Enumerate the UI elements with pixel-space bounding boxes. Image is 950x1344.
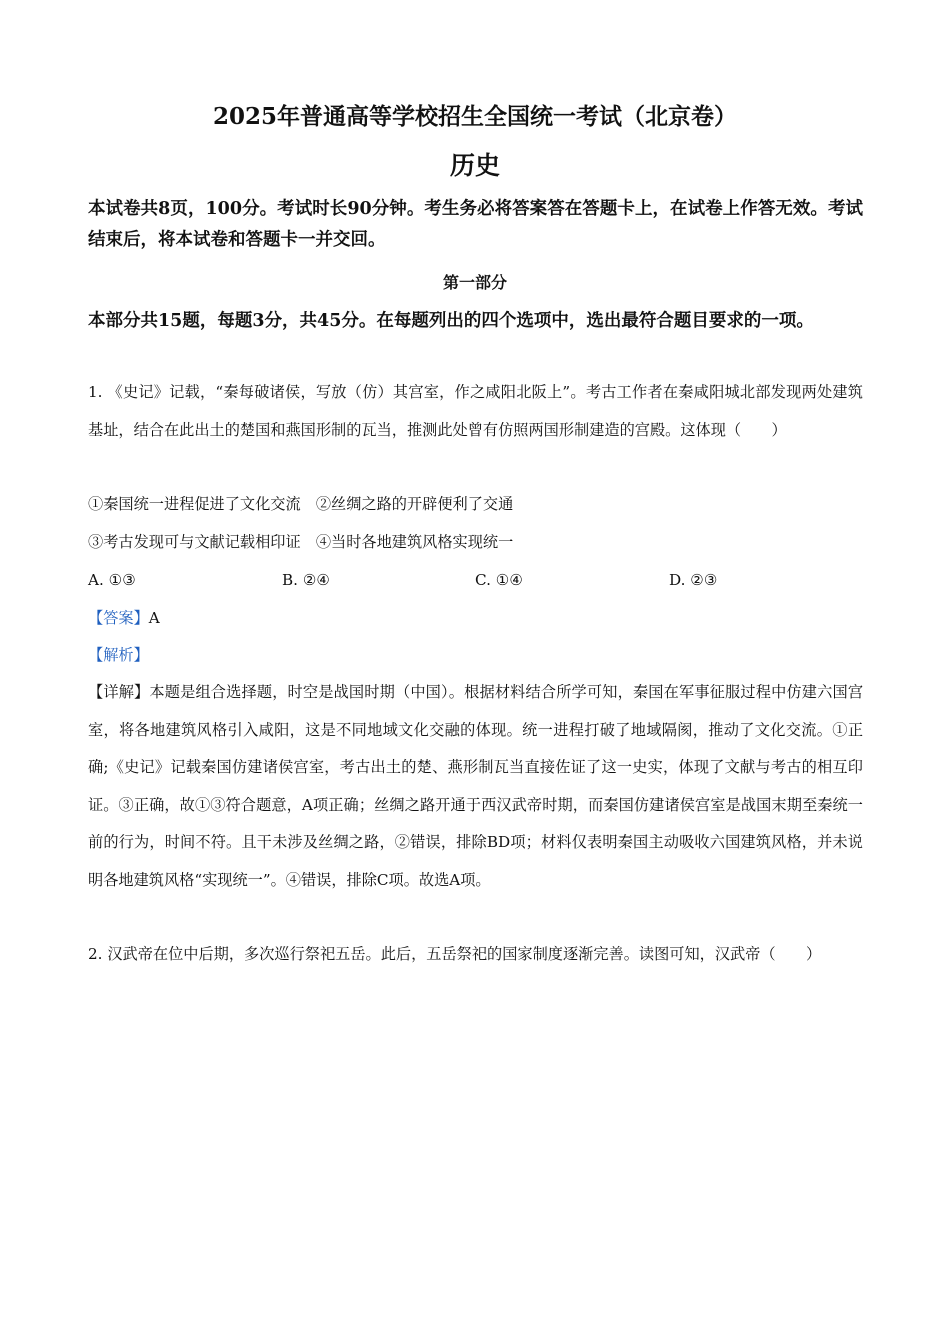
question-1-stem: 1. 《史记》记载，“秦每破诸侯，写放（仿）其宫室，作之咸阳北阪上”。考古工作者在秦咸阳城北部发现两处建筑基址，结合在此出土的楚国和燕国形制的瓦当，推测此处曾有仿照两国形制建造的宫殿。这体现（ ） <box>88 383 863 439</box>
choice-a: A. ①③ <box>88 571 136 589</box>
question-1-statements-line-1: ①秦国统一进程促进了文化交流 ②丝绸之路的开辟便利了交通 <box>88 495 514 513</box>
part-instructions: 本部分共15题，每题3分，共45分。在每题列出的四个选项中，选出最符合题目要求的一项。 <box>88 311 814 331</box>
choice-c: C. ①④ <box>475 571 523 589</box>
answer-tag: 【答案】 <box>88 609 149 627</box>
question-1-statements-line-2: ③考古发现可与文献记载相印证 ④当时各地建筑风格实现统一 <box>88 533 514 551</box>
choice-b: B. ②④ <box>282 571 331 589</box>
part-title: 第一部分 <box>442 273 507 292</box>
choice-d: D. ②③ <box>669 571 718 589</box>
question-1-explanation-heading <box>88 637 863 675</box>
exam-instructions: 本试卷共8页，100分。考试时长90分钟。考生务必将答案答在答题卡上，在试卷上作答无效。考试结束后，将本试卷和答题卡一并交回。 <box>88 199 863 250</box>
detail-tag: 【详解】 <box>88 683 150 701</box>
explanation-tag: 【解析】 <box>88 646 149 664</box>
question-2-stem: 2. 汉武帝在位中后期，多次巡行祭祀五岳。此后，五岳祭祀的国家制度逐渐完善。读图可知，汉武帝（ ） <box>88 945 822 963</box>
answer-value: A <box>148 609 160 627</box>
question-1-answer <box>88 600 863 638</box>
question-1-choices <box>88 562 863 599</box>
exam-title: 2025年普通高等学校招生全国统一考试（北京卷） <box>212 103 737 130</box>
detail-text: 本题是组合选择题，时空是战国时期（中国）。根据材料结合所学可知，秦国在军事征服过程中仿建六国宫室，将各地建筑风格引入咸阳，这是不同地域文化交融的体现。统一进程打破了地域隔阂，推动了文化交流。①正确;《史记》记载秦国仿建诸侯宫室，考古出土的楚、燕形制瓦当直接佐证了这一史实，体现了文献与考古的相互印证。③正确，故①③符合题意，A项正确；丝绸之路开通于西汉武帝时期，而秦国仿建诸侯宫室是战国末期至秦统一前的行为，时间不符。且干未涉及丝绸之路，②错误，排除BD项；材料仅表明秦国主动吸收六国建筑风格，并未说明各地建筑风格“实现统一”。④错误，排除C项。故选A项。 <box>88 683 864 889</box>
question-1-detail <box>88 674 863 899</box>
subject-title: 历史 <box>449 151 500 180</box>
